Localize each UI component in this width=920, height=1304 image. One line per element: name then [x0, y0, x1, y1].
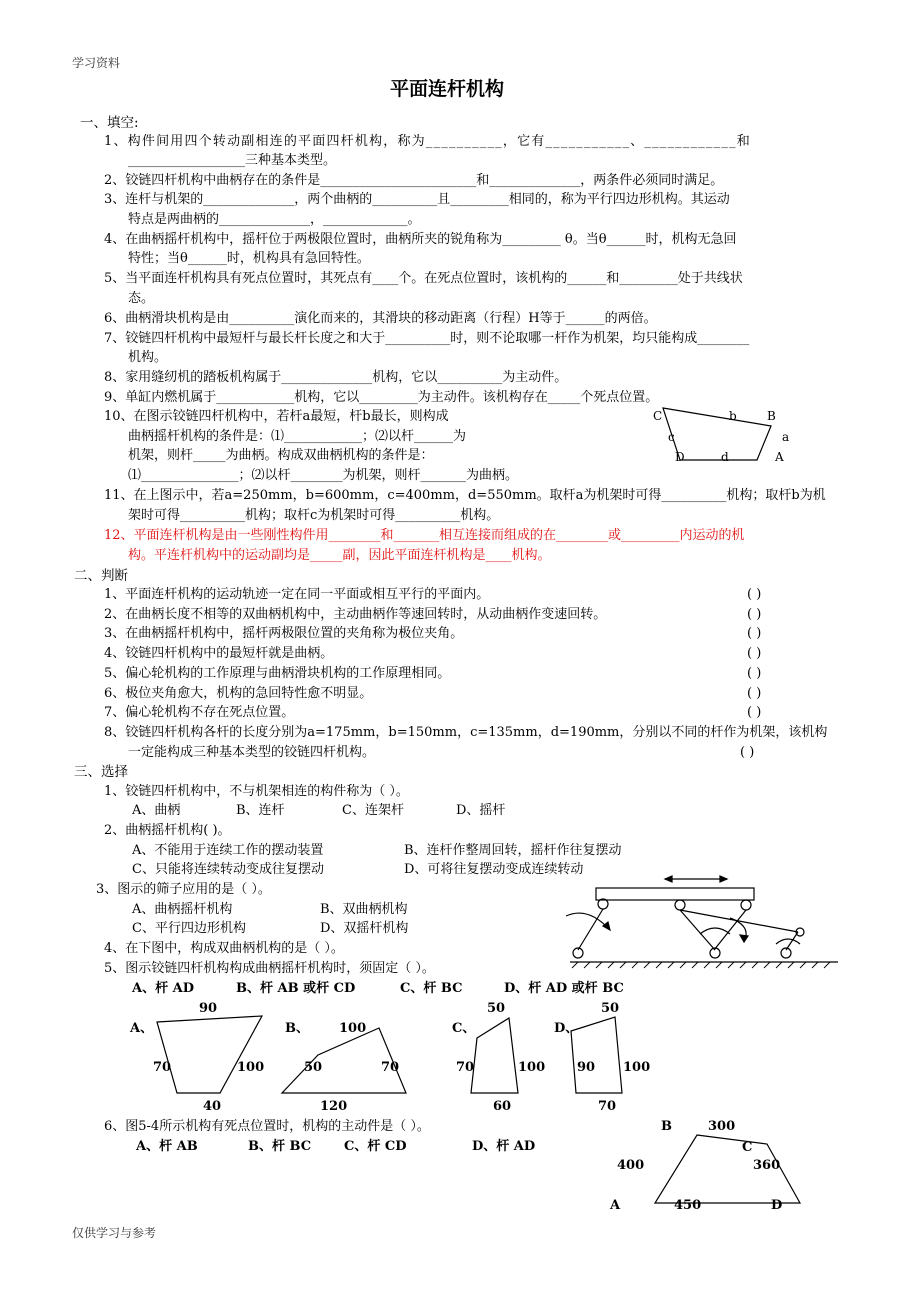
fig-a-top: 90 — [199, 1001, 218, 1016]
fill-q4-line2: 特性；当θ______时，机构具有急回特性。 — [128, 251, 370, 266]
choice-q6-option-d: D、杆 AD — [472, 1139, 536, 1154]
pivot-circle — [675, 900, 685, 910]
section-heading-judge: 二、判断 — [74, 568, 128, 584]
fig-label-C: C — [653, 409, 663, 423]
choice-q2: 2、曲柄摇杆机构( )。 — [104, 823, 231, 838]
choice-q5-option-a: A、杆 AD — [132, 981, 194, 996]
fig-a-bottom: 40 — [203, 1099, 222, 1114]
option-figure-b — [282, 1021, 406, 1114]
coupler-bar — [680, 910, 798, 932]
judge-item-8-line2: 一定能构成三种基本类型的铰链四杆机构。 — [128, 745, 376, 760]
arrow-head-left — [665, 876, 672, 882]
judge-item-5: 5、偏心轮机构的工作原理与曲柄滑块机构的工作原理相同。 — [104, 666, 451, 681]
fig-c-tag: C、 — [452, 1021, 476, 1036]
choice-q1-option-b: B、连杆 — [236, 803, 285, 818]
answer-paren[interactable]: ( ) — [747, 646, 762, 661]
fig-d-top: 50 — [601, 1001, 620, 1016]
fig-b-tag: B、 — [285, 1021, 309, 1036]
choice-q5-option-b: B、杆 AB 或杆 CD — [236, 981, 356, 996]
fill-q3-line2: 特点是两曲柄的______________，_____________。 — [128, 212, 421, 227]
quad-a — [157, 1016, 265, 1093]
choice-q6-option-b: B、杆 BC — [248, 1139, 312, 1154]
fig6-right: 360 — [753, 1158, 781, 1173]
choice-q2-option-a: A、不能用于连续工作的摆动装置 — [132, 843, 324, 858]
choice-q3-option-a: A、曲柄摇杆机构 — [132, 902, 233, 917]
fig-c-left: 70 — [456, 1060, 475, 1075]
fill-q10-line2: 曲柄摇杆机构的条件是：⑴____________；⑵以杆______为 — [128, 429, 467, 444]
choice-q1-option-c: C、连架杆 — [342, 803, 404, 818]
choice-q5: 5、图示铰链四杆机构构成曲柄摇杆机构时，须固定（ ）。 — [104, 961, 435, 976]
fig6-label-D: D — [771, 1198, 783, 1213]
fig-a-tag: A、 — [130, 1021, 154, 1036]
answer-paren[interactable]: ( ) — [747, 626, 762, 641]
ground-hatching — [572, 962, 830, 968]
fig-label-A: A — [775, 450, 784, 464]
fig-d-tag: D、 — [554, 1021, 579, 1036]
answer-paren[interactable]: ( ) — [747, 607, 762, 622]
option-figure-d — [554, 1001, 650, 1114]
fig-c-top: 50 — [487, 1001, 506, 1016]
quad-d — [571, 1017, 622, 1093]
choice-q2-option-c: C、只能将连续转动变成往复摆动 — [132, 862, 324, 877]
fig-c-right: 100 — [518, 1060, 546, 1075]
fill-q12-line2: 构。平连杆机构中的运动副均是_____副，因此平面连杆机构是____机构。 — [128, 548, 551, 563]
answer-paren[interactable]: ( ) — [747, 705, 762, 720]
fill-q5-line2: 态。 — [128, 291, 155, 306]
fill-q3-line1: 3、连杆与机架的______________，两个曲柄的__________且_________相同的，称为平行四边形机构。其运动 — [104, 192, 730, 207]
fill-q2: 2、铰链四杆机构中曲柄存在的条件是________________________和______________，两条件必须同时满足。 — [104, 173, 724, 188]
fill-q5-line1: 5、当平面连杆机构具有死点位置时，其死点有____个。在死点位置时，该机构的______和_________处于共线状 — [104, 271, 743, 286]
fill-q10-line1: 10、在图示铰链四杆机构中，若杆a最短，杆b最长，则构成 — [104, 409, 449, 424]
fill-q11-line2: 架时可得__________机构；取杆c为机架时可得__________机构。 — [128, 508, 500, 523]
fill-q12-line1: 12、平面连杆机构是由一些刚性构件用________和_______相互连接而组成的在________或_________内运动的机 — [104, 528, 745, 543]
judge-item-7: 7、偏心轮机构不存在死点位置。 — [104, 705, 295, 720]
fill-q10-line3: 机架，则杆_____为曲柄。构成双曲柄机构的条件是： — [128, 448, 434, 463]
fig-b-right: 70 — [381, 1060, 400, 1075]
fig6-top: 300 — [708, 1119, 736, 1134]
fig-label-c: c — [668, 430, 675, 444]
choice-q2-option-b: B、连杆作整周回转，摇杆作往复摆动 — [404, 843, 622, 858]
fill-q1-line2: __________________三种基本类型。 — [128, 153, 337, 168]
swing-arrow-head — [740, 935, 748, 942]
choice-q3-option-b: B、双曲柄机构 — [320, 902, 408, 917]
answer-paren[interactable]: ( ) — [747, 666, 762, 681]
option-figure-c — [452, 1001, 545, 1114]
fig-d-right: 100 — [623, 1060, 651, 1075]
page-header: 学习资料 — [72, 56, 121, 70]
choice-q1-option-a: A、曲柄 — [132, 803, 181, 818]
section-heading-choice: 三、选择 — [74, 764, 128, 780]
choice-q5-option-d: D、杆 AD 或杆 BC — [504, 981, 624, 996]
judge-item-1: 1、平面连杆机构的运动轨迹一定在同一平面或相互平行的平面内。 — [104, 587, 490, 602]
fig-c-bottom: 60 — [493, 1099, 512, 1114]
fig6-label-B: B — [661, 1119, 672, 1134]
choice-q1-option-d: D、摇杆 — [456, 803, 506, 818]
sieve-box — [596, 888, 754, 900]
choice-q3-option-c: C、平行四边形机构 — [132, 921, 246, 936]
fill-q7-line1: 7、铰链四杆机构中最短杆与最长杆长度之和大于__________时，则不论取哪一杆作为机架，均只能构成________ — [104, 331, 750, 346]
sieve-mechanism-figure — [566, 876, 838, 968]
judge-item-2: 2、在曲柄长度不相等的双曲柄机构中，主动曲柄作等速回转时，从动曲柄作变速回转。 — [104, 607, 607, 622]
page-title: 平面连杆机构 — [390, 78, 505, 100]
answer-paren[interactable]: ( ) — [747, 587, 762, 602]
swing-arrow — [700, 928, 730, 934]
judge-item-4: 4、铰链四杆机构中的最短杆就是曲柄。 — [104, 646, 334, 661]
choice-q2-option-d: D、可将往复摆动变成连续转动 — [404, 862, 584, 877]
fig-label-a: a — [782, 430, 790, 444]
fig-d-left: 90 — [577, 1060, 596, 1075]
choice-q4: 4、在下图中，构成双曲柄机构的是（ ）。 — [104, 941, 344, 956]
quad-c — [471, 1018, 518, 1093]
page-footer: 仅供学习与参考 — [72, 1226, 157, 1240]
fill-q11-line1: 11、在上图示中，若a=250mm，b=600mm，c=400mm，d=550mm。取杆a为机架时可得__________机构；取杆b为机 — [104, 488, 826, 503]
fig-a-right: 100 — [237, 1060, 265, 1075]
fig-b-left: 50 — [304, 1060, 323, 1075]
judge-item-6: 6、极位夹角愈大，机构的急回特性愈不明显。 — [104, 686, 373, 701]
fig6-bottom: 450 — [674, 1198, 702, 1213]
swing-arrow-head — [603, 922, 610, 930]
figure-5-4 — [609, 1119, 800, 1213]
fig-label-B: B — [767, 409, 776, 423]
choice-q3: 3、图示的筛子应用的是（ ）。 — [96, 882, 271, 897]
judge-item-8-line1: 8、铰链四杆机构各杆的长度分别为a=175mm，b=150mm，c=135mm，d=190mm，分别以不同的杆作为机架，该机构 — [104, 725, 828, 740]
rotation-arrow — [776, 939, 800, 944]
fig6-left: 400 — [617, 1158, 645, 1173]
fig-b-bottom: 120 — [320, 1099, 348, 1114]
fill-q6: 6、曲柄滑块机构是由__________演化而来的，其滑块的移动距离（行程）H等于______的两倍。 — [104, 311, 657, 326]
choice-q5-option-c: C、杆 BC — [400, 981, 463, 996]
fig6-label-A: A — [610, 1198, 621, 1213]
fig-a-left: 70 — [153, 1060, 172, 1075]
fill-q7-line2: 机构。 — [128, 350, 168, 365]
swing-arrow — [566, 913, 610, 930]
section-heading-fill: 一、填空: — [80, 115, 139, 131]
fill-q10-line4: ⑴_______________；⑵以杆________为机架，则杆_______为曲柄。 — [128, 468, 519, 483]
arrow-head-right — [720, 876, 727, 882]
fig-label-b: b — [729, 409, 737, 423]
judge-item-3: 3、在曲柄摇杆机构中，摇杆两极限位置的夹角称为极位夹角。 — [104, 626, 464, 641]
fill-q4-line1: 4、在曲柄摇杆机构中，摇杆位于两极限位置时，曲柄所夹的锐角称为_________ θ。当θ______时，机构无急回 — [104, 232, 737, 247]
choice-q6: 6、图5-4所示机构有死点位置时，机构的主动件是（ ）。 — [104, 1119, 430, 1134]
fill-q9: 9、单缸内燃机属于____________机构，它以_________为主动件。该机构存在_____个死点位置。 — [104, 390, 659, 405]
fig-b-top: 100 — [339, 1021, 367, 1036]
option-figure-a — [129, 1001, 264, 1114]
fig-label-D: D — [675, 450, 685, 464]
fig-label-d: d — [721, 450, 729, 464]
choice-q3-option-d: D、双摇杆机构 — [320, 921, 409, 936]
choice-q1: 1、铰链四杆机构中，不与机架相连的构件称为（ ）。 — [104, 784, 409, 799]
choice-q6-option-a: A、杆 AB — [136, 1139, 198, 1154]
pivot-circle — [741, 900, 751, 910]
fill-q8: 8、家用缝纫机的踏板机构属于______________机构，它以__________为主动件。 — [104, 370, 568, 385]
fig-d-bottom: 70 — [598, 1099, 617, 1114]
answer-paren[interactable]: ( ) — [747, 686, 762, 701]
choice-q6-option-c: C、杆 CD — [344, 1139, 407, 1154]
fig6-label-C: C — [742, 1140, 753, 1155]
link-bar — [714, 910, 746, 950]
fill-q1-line1: 1、构件间用四个转动副相连的平面四杆机构，称为__________，它有___________、____________和 — [104, 134, 751, 149]
answer-paren[interactable]: ( ) — [740, 745, 755, 760]
